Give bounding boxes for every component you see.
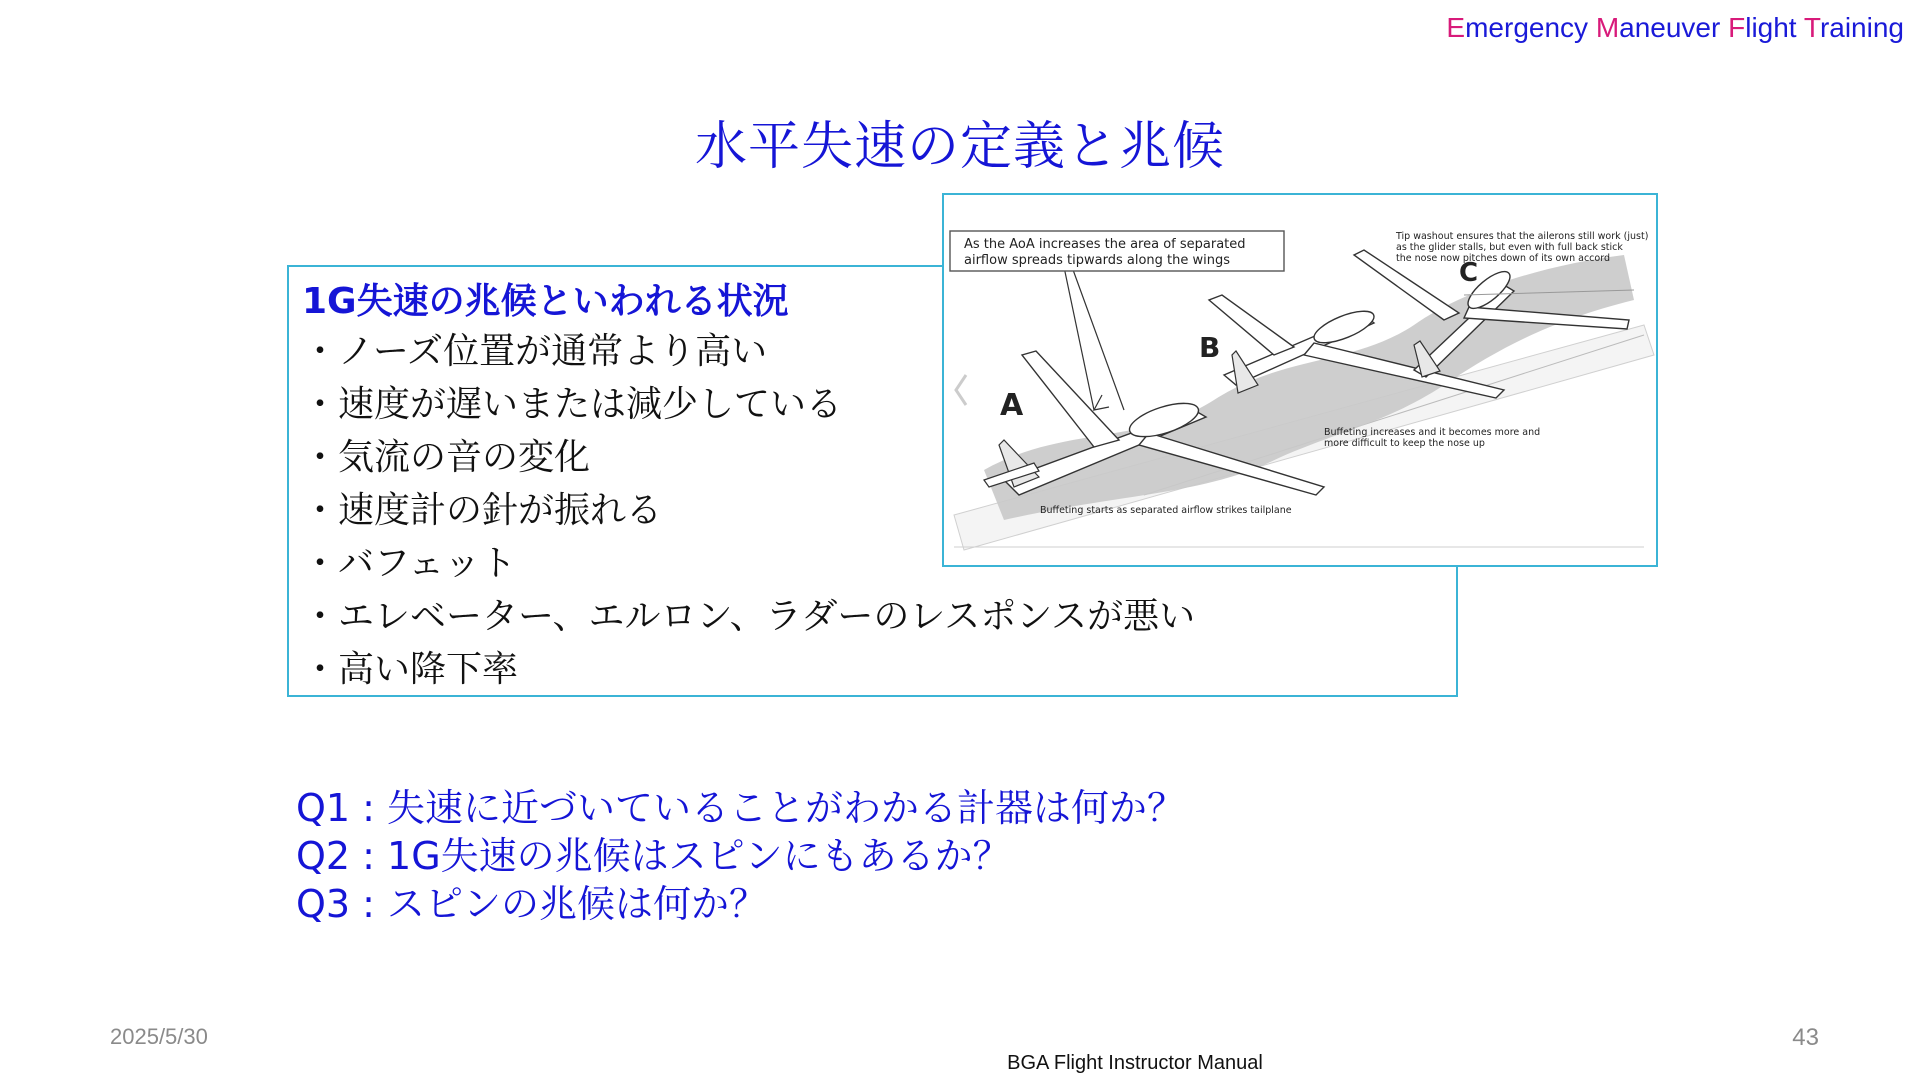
symptom-item: ・エレベーター、エルロン、ラダーのレスポンスが悪い bbox=[302, 596, 1196, 637]
symptom-item: ・速度計の針が振れる bbox=[302, 490, 663, 531]
symptom-item: ・気流の音の変化 bbox=[302, 437, 591, 478]
symptoms-heading: 1G失速の兆候といわれる状況 bbox=[302, 281, 789, 322]
stall-illustration bbox=[944, 195, 1658, 567]
slide-title: 水平失速の定義と兆候 bbox=[694, 117, 1225, 177]
label-a: A bbox=[1000, 388, 1024, 423]
callout-text-1: As the AoA increases the area of separated bbox=[964, 237, 1246, 252]
label-c: C bbox=[1459, 258, 1479, 288]
footer-source: BGA Flight Instructor Manual bbox=[1007, 1052, 1263, 1074]
question-item: Q3 : スピンの兆候は何か？ bbox=[296, 882, 768, 926]
brand-word-e: mergency bbox=[1465, 12, 1596, 43]
symptom-item: ・バフェット bbox=[302, 543, 517, 584]
note-c-text-1: Tip washout ensures that the ailerons still work (just) bbox=[1396, 231, 1649, 242]
symptom-item: ・ノーズ位置が通常より高い bbox=[302, 331, 768, 372]
brand-cap-f: F bbox=[1728, 12, 1746, 43]
brand-word-m: aneuver bbox=[1619, 12, 1729, 43]
brand-cap-e: E bbox=[1446, 12, 1466, 43]
page-number: 43 bbox=[1792, 1024, 1819, 1051]
symptom-item: ・高い降下率 bbox=[302, 649, 519, 690]
arrow-head bbox=[1094, 395, 1109, 410]
footer-date: 2025/5/30 bbox=[110, 1024, 208, 1049]
header-brand bbox=[1446, 12, 1904, 44]
stall-figure bbox=[942, 193, 1658, 567]
brand-cap-t: T bbox=[1803, 12, 1820, 43]
callout-text-2: airflow spreads tipwards along the wings bbox=[964, 253, 1230, 268]
note-b-text-1: Buffeting increases and it becomes more and bbox=[1324, 427, 1541, 438]
brand-word-t: raining bbox=[1819, 12, 1904, 43]
note-a-text: Buffeting starts as separated airflow strikes tailplane bbox=[1040, 505, 1292, 516]
symptom-item: ・速度が遅いまたは減少している bbox=[302, 384, 843, 425]
label-b: B bbox=[1199, 331, 1221, 364]
note-c-text-3: the nose now pitches down of its own accord bbox=[1396, 253, 1610, 264]
brand-cap-m: M bbox=[1595, 12, 1620, 43]
note-b-text-2: more difficult to keep the nose up bbox=[1324, 438, 1485, 449]
brand-word-f: light bbox=[1745, 12, 1804, 43]
question-item: Q1 : 失速に近づいていることがわかる計器は何か？ bbox=[296, 786, 1186, 830]
note-c-text-2: as the glider stalls, but even with full back stick bbox=[1396, 242, 1623, 253]
chevron-left-icon bbox=[956, 375, 966, 405]
question-item: Q2 : 1G失速の兆候はスピンにもあるか？ bbox=[296, 834, 1011, 878]
questions-block bbox=[296, 784, 1185, 928]
callout-pointer-2 bbox=[1072, 267, 1124, 410]
